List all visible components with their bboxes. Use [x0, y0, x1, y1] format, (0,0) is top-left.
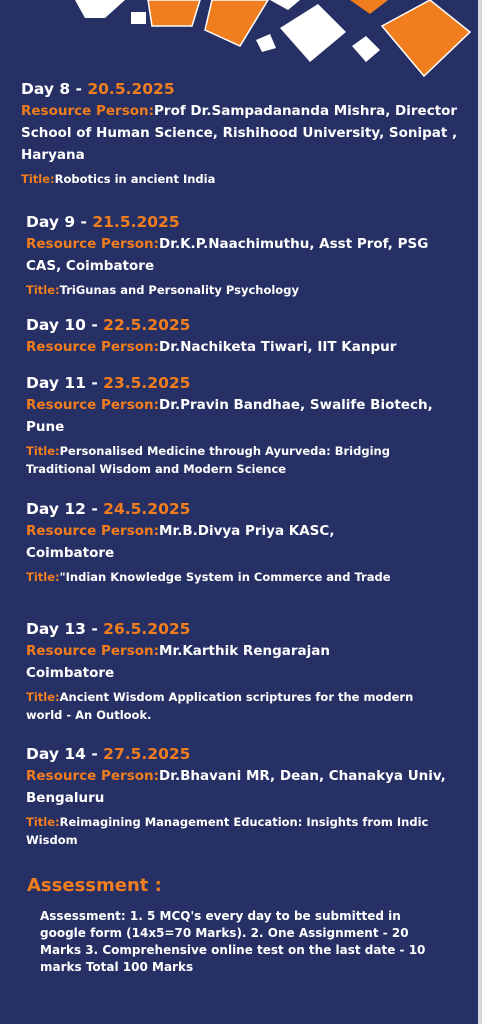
day-14-entry — [26, 743, 456, 849]
resource-person: Resource Person:Dr.K.P.Naachimuthu, Asst Prof, PSG CAS, Coimbatore — [26, 236, 429, 274]
day-13-entry — [26, 618, 456, 724]
day-heading: Day 12 - 24.5.2025 — [26, 500, 191, 518]
day-12-entry — [26, 498, 391, 586]
day-8-entry — [21, 78, 466, 188]
session-title: Title:Ancient Wisdom Application scriptures for the modern world - An Outlook. — [26, 690, 414, 722]
day-heading: Day 11 - 23.5.2025 — [26, 374, 191, 392]
right-edge — [478, 0, 482, 1024]
resource-person: Resource Person:Mr.Karthik Rengarajan Coimbatore — [26, 643, 330, 681]
session-title: Title:Reimagining Management Education: Insights from Indic Wisdom — [26, 815, 429, 847]
session-title: Title:Personalised Medicine through Ayurveda: Bridging Traditional Wisdom and Modern Science — [26, 444, 390, 476]
resource-person: Resource Person:Dr.Pravin Bandhae, Swalife Biotech, Pune — [26, 397, 433, 435]
day-9-entry — [26, 211, 456, 299]
assessment-text: Assessment: 1. 5 MCQ's every day to be submitted in google form (14x5=70 Marks). 2. One Assignment - 20 Marks 3. Comprehensive online test on the last date - 10 marks Total 100 Marks — [40, 909, 426, 974]
day-10-entry — [26, 314, 456, 358]
session-title: Title:TriGunas and Personality Psychology — [26, 283, 299, 297]
session-title: Title:"Indian Knowledge System in Commerce and Trade — [26, 570, 391, 584]
day-heading: Day 14 - 27.5.2025 — [26, 745, 191, 763]
day-heading: Day 9 - 21.5.2025 — [26, 213, 180, 231]
day-heading: Day 8 - 20.5.2025 — [21, 80, 175, 98]
resource-person: Resource Person:Mr.B.Divya Priya KASC, Coimbatore — [26, 523, 335, 561]
decorative-diamonds — [0, 0, 482, 80]
resource-person: Resource Person:Prof Dr.Sampadananda Mishra, Director School of Human Science, Rishihood University, Sonipat , Haryana — [21, 103, 458, 163]
session-title: Title:Robotics in ancient India — [21, 172, 216, 186]
resource-person: Resource Person:Dr.Nachiketa Tiwari, IIT Kanpur — [26, 339, 397, 355]
assessment-heading: Assessment : — [27, 875, 162, 896]
day-heading: Day 10 - 22.5.2025 — [26, 316, 191, 334]
day-heading: Day 13 - 26.5.2025 — [26, 620, 191, 638]
day-11-entry — [26, 372, 456, 478]
resource-person: Resource Person:Dr.Bhavani MR, Dean, Chanakya Univ, Bengaluru — [26, 768, 446, 806]
